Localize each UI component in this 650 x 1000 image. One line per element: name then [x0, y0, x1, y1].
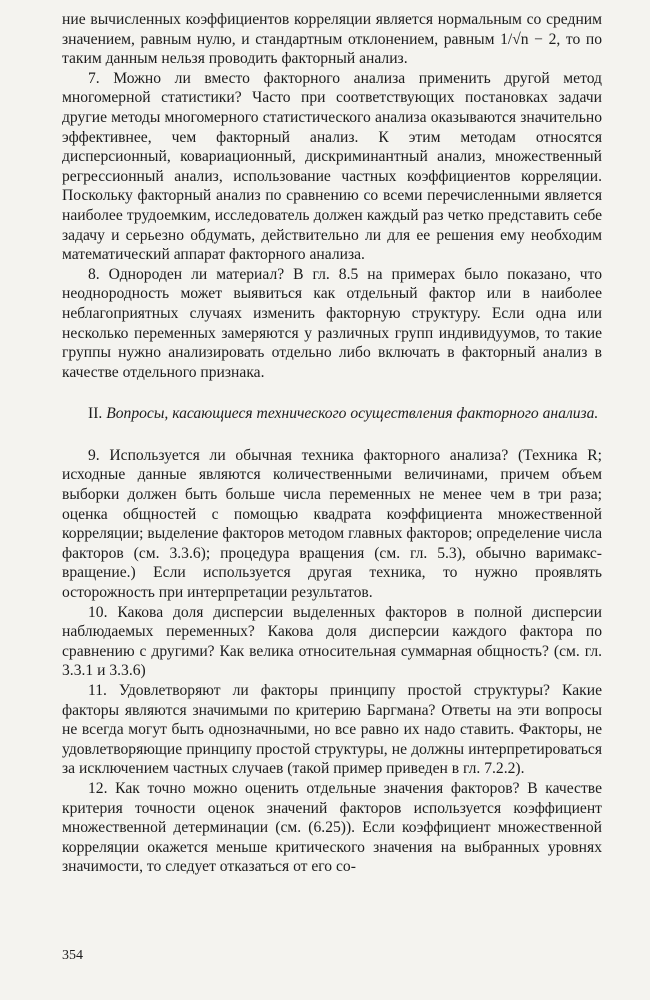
paragraph-question-8: 8. Однороден ли материал? В гл. 8.5 на примерах было показано, что неоднородность может выявиться как отдельный фактор или в наиболее неблагоприятных случаях изменить факторную структуру. Если одна или несколько переменных замеряются у различных групп индивидуумов, то такие группы нужно анализировать отдельно либо включать в факторный анализ в качестве отдельного признака. [62, 265, 602, 381]
paragraph-question-11: 11. Удовлетворяют ли факторы принципу простой структуры? Какие факторы являются значимыми по критерию Баргмана? Ответы на эти вопросы не всегда могут быть однозначными, но все равно их надо ставить. Факторы, не удовлетворяющие принципу простой структуры, не должны интерпретироваться за исключением частных случаев (такой пример приведен в гл. 7.2.2). [62, 682, 602, 778]
text-block-top [62, 10, 602, 382]
paragraph-question-7: 7. Можно ли вместо факторного анализа применить другой метод многомерной статистики? Часто при соответствующих постановках задачи другие методы многомерного статистического анализа оказываются значительно эффективнее, чем факторный анализ. К этим методам относятся дисперсионный, ковариационный, дискриминантный анализ, множественный регрессионный анализ, использование частных коэффициентов корреляции. Поскольку факторный анализ по сравнению со всеми перечисленными является наиболее трудоемким, исследователь должен каждый раз четко представить себе задачу и серьезно обдумать, действительно ли для ее решения ему необходим математический аппарат факторного анализа. [62, 69, 602, 264]
paragraph-continuation: ние вычисленных коэффициентов корреляции является нормальным со средним значением, равным нулю, и стандартным отклонением, равным 1/√n − 2, то по таким данным нельзя проводить факторный анализ. [62, 11, 602, 68]
paragraph-question-10: 10. Какова доля дисперсии выделенных факторов в полной дисперсии наблюдаемых переменных? Какова доля дисперсии каждого фактора по сравнению с другими? Как велика относительная суммарная общность? (см. гл. 3.3.1 и 3.3.6) [62, 603, 602, 680]
text-block-bottom [62, 446, 602, 877]
section-heading [62, 404, 602, 424]
paragraph-question-12: 12. Как точно можно оценить отдельные значения факторов? В качестве критерия точности оценок значений факторов используется коэффициент множественной детерминации (см. (6.25)). Если коэффициент множественной корреляции окажется меньше критического значения на выбранных уровнях значимости, то следует отказаться от его со- [62, 779, 602, 876]
page-number: 354 [62, 948, 83, 963]
section-title: Вопросы, касающиеся технического осуществления факторного анализа. [106, 405, 599, 423]
section-number: II. [88, 405, 103, 423]
paragraph-question-9: 9. Используется ли обычная техника факторного анализа? (Техника R; исходные данные являются количественными величинами, причем объем выборки должен быть больше числа переменных не менее чем в три раза; оценка общностей с помощью квадрата коэффициента множественной корреляции; выделение факторов методом главных факторов; определение числа факторов (см. 3.3.6); процедура вращения (см. гл. 5.3), обычно варимакс-вращение.) Если используется другая техника, то нужно проявлять осторожность при интерпретации результатов. [62, 446, 602, 602]
